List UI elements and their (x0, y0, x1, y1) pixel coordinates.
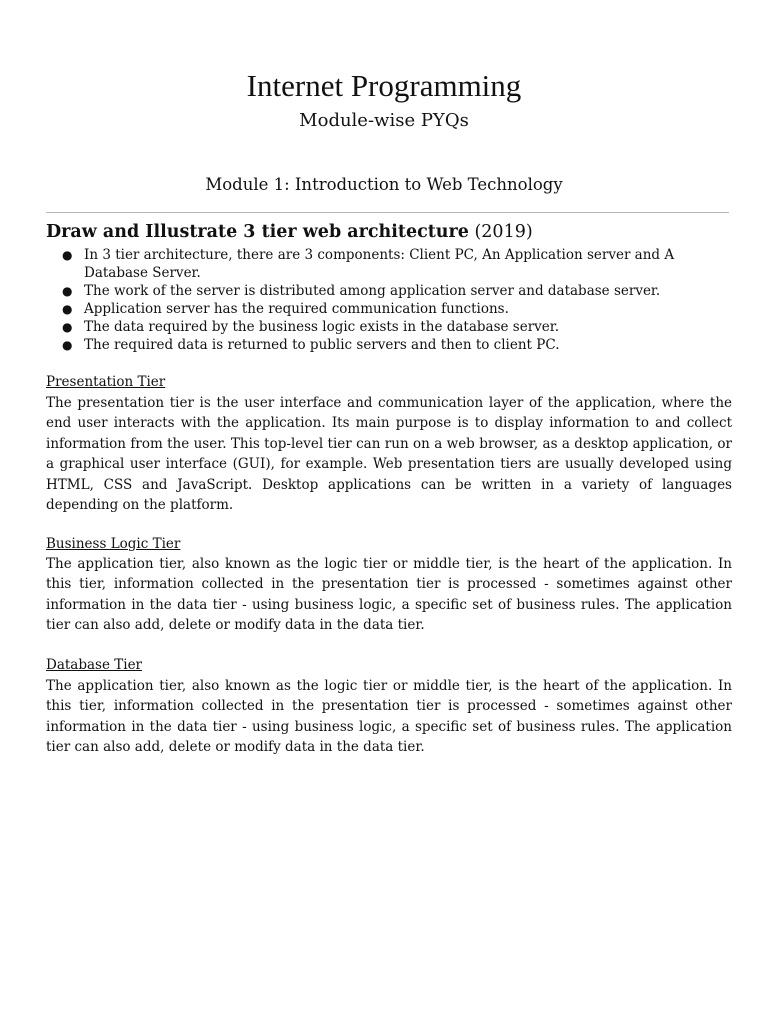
bullet-text: In 3 tier architecture, there are 3 components: Client PC, An Application server and A Database Server. (84, 247, 675, 281)
bullet-text: The work of the server is distributed among application server and database server. (84, 283, 661, 299)
bullet-icon: ● (62, 302, 73, 316)
bullet-item (60, 300, 732, 318)
bullet-text: Application server has the required communication functions. (84, 301, 509, 317)
document-subtitle: Module-wise PYQs (299, 110, 469, 131)
bullet-icon: ● (62, 320, 73, 334)
bullet-item (60, 246, 732, 282)
question-text: Draw and Illustrate 3 tier web architecture (46, 222, 469, 242)
bullet-item (60, 336, 732, 354)
bullet-text: The data required by the business logic exists in the database server. (84, 319, 560, 335)
bullet-icon: ● (62, 284, 73, 298)
module-heading: Module 1: Introduction to Web Technology (205, 175, 563, 194)
section-body-database-tier: The application tier, also known as the logic tier or middle tier, is the heart of the application. In this tier, information collected in the presentation tier is processed - sometimes against other information in the data tier - using business logic, a specific set of business rules. The application tier can also add, delete or modify data in the data tier. (46, 678, 732, 756)
section-heading-presentation-tier: Presentation Tier (46, 374, 166, 390)
bullet-list (60, 246, 732, 354)
section-heading-business-logic-tier: Business Logic Tier (46, 536, 181, 552)
bullet-item (60, 318, 732, 336)
section-body-presentation-tier: The presentation tier is the user interface and communication layer of the application, where the end user interacts with the application. Its main purpose is to display information to and collect information from the user. This top-level tier can run on a web browser, as a desktop application, or a graphical user interface (GUI), for example. Web presentation tiers are usually developed using HTML, CSS and JavaScript. Desktop applications can be written in a variety of languages depending on the platform. (46, 395, 732, 514)
bullet-item (60, 282, 732, 300)
bullet-text: The required data is returned to public servers and then to client PC. (84, 337, 560, 353)
section-heading-database-tier: Database Tier (46, 657, 143, 673)
question-year: (2019) (474, 222, 533, 242)
section-body-business-logic-tier: The application tier, also known as the logic tier or middle tier, is the heart of the application. In this tier, information collected in the presentation tier is processed - sometimes against other information in the data tier - using business logic, a specific set of business rules. The application tier can also add, delete or modify data in the data tier. (46, 556, 732, 634)
bullet-icon: ● (62, 248, 73, 262)
question-heading (46, 219, 736, 245)
bullet-icon: ● (62, 338, 73, 352)
horizontal-divider (46, 212, 729, 213)
document-title: Internet Programming (246, 68, 522, 103)
